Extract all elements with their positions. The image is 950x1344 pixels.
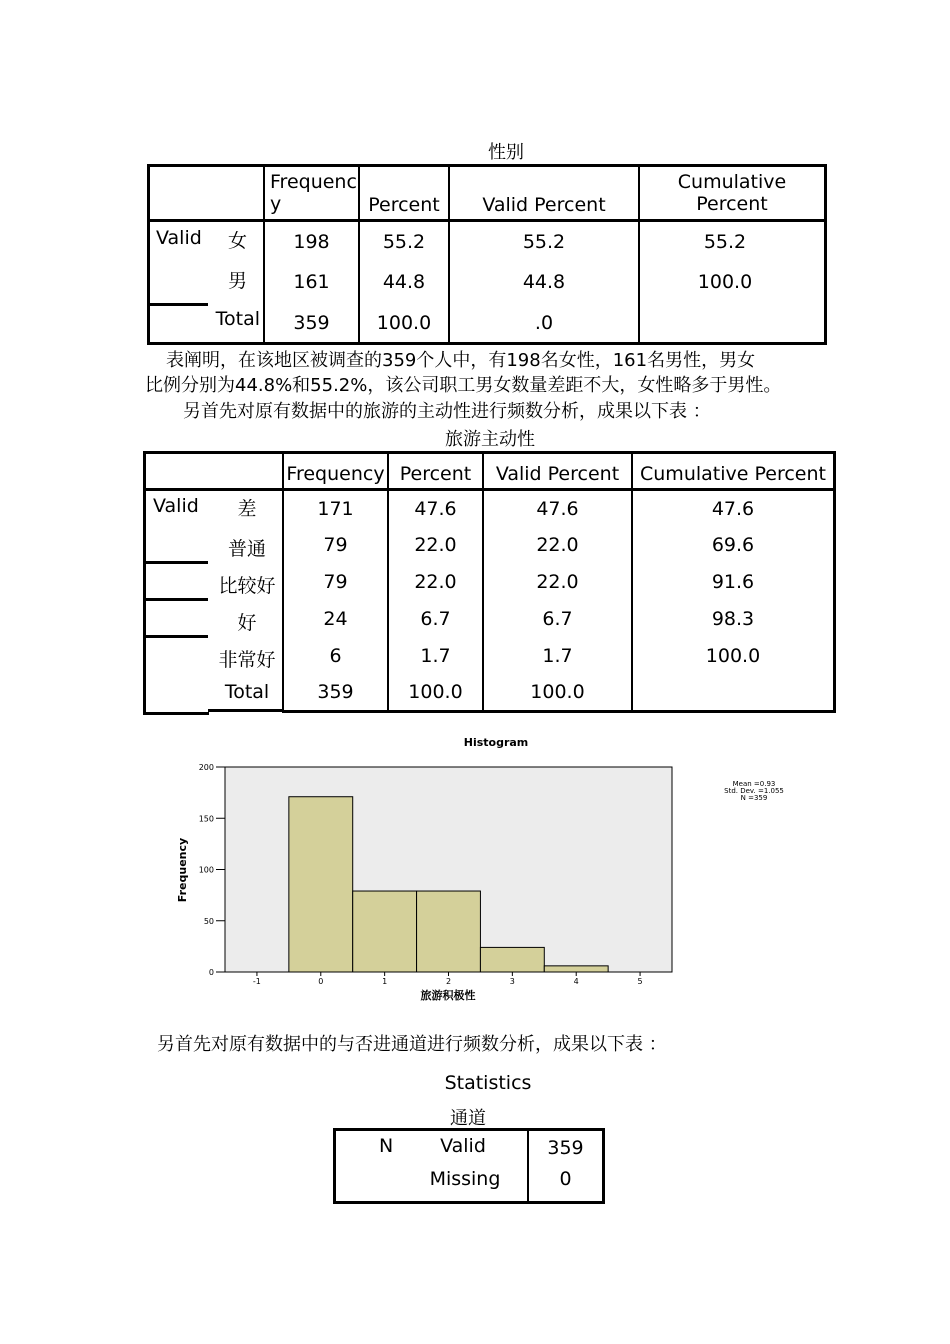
- histogram-bar: [353, 891, 417, 972]
- cell-valid-percent: 22.0: [483, 527, 632, 564]
- cell-percent: 1.7: [388, 638, 483, 675]
- row-label: 普通: [227, 537, 266, 560]
- cell-cumulative: 98.3: [632, 601, 835, 638]
- paragraph-line: 另首先对原有数据中的与否进通道进行频数分析，成果以下表 ：: [157, 1034, 667, 1055]
- cell-percent: 55.2: [359, 220, 449, 261]
- cell-cumulative: 91.6: [632, 564, 835, 601]
- table-row: [145, 564, 835, 601]
- table-row: [145, 490, 835, 527]
- cell-frequency: 6: [283, 638, 388, 675]
- row-label: 比较好: [218, 574, 276, 597]
- table-row: [335, 1130, 604, 1165]
- paragraph-line: 比例分别为44.8%和55.2%，该公司职工男女数量差距不大，女性略多于男性。: [145, 375, 782, 396]
- cell-cumulative: [639, 303, 826, 343]
- x-tick-label: 2: [445, 977, 452, 986]
- chart-title: Histogram: [463, 736, 529, 749]
- y-tick-label: 50: [203, 916, 214, 926]
- cell-frequency: 79: [283, 564, 388, 601]
- x-tick-label: 0: [318, 977, 324, 986]
- gender-frequency-table: [147, 164, 827, 345]
- cell-valid-percent: 1.7: [483, 638, 632, 675]
- cell-frequency: 171: [283, 490, 388, 527]
- cell-valid-percent: 44.8: [449, 262, 639, 303]
- histogram-bar: [289, 797, 353, 972]
- x-tick-label: 1: [382, 977, 388, 986]
- row-divider: [150, 303, 208, 306]
- row-divider: [146, 635, 208, 638]
- header-cumulative-percent: Cumulative Percent: [677, 170, 787, 215]
- statistics-title: Statistics: [444, 1072, 532, 1094]
- cell-frequency: 359: [283, 675, 388, 712]
- paragraph-line: 表阐明，在该地区被调查的359个人中，有198名女性，161名男性，男女: [166, 350, 756, 371]
- cell-cumulative: [632, 675, 835, 712]
- cell-percent: 6.7: [388, 601, 483, 638]
- cell-frequency: 161: [264, 262, 359, 303]
- header-frequency: Frequency: [283, 453, 388, 490]
- table-row: [145, 527, 835, 564]
- cell-percent: 100.0: [359, 303, 449, 343]
- header-cumulative-percent: Cumulative Percent: [632, 453, 835, 490]
- header-valid-percent: Valid Percent: [483, 453, 632, 490]
- cell-frequency: 198: [264, 220, 359, 261]
- cell-cumulative: 55.2: [703, 230, 747, 253]
- cell-value: 0: [559, 1167, 572, 1190]
- valid-label: Valid: [153, 495, 199, 517]
- cell-percent: 100.0: [388, 675, 483, 712]
- cell-valid-percent: .0: [449, 303, 639, 343]
- row-divider: [208, 709, 282, 712]
- valid-label: Valid: [156, 226, 202, 249]
- tourism-initiative-table: [143, 451, 836, 713]
- y-tick-label: 150: [198, 814, 214, 824]
- row-label: 男: [228, 269, 248, 292]
- table-row: [149, 303, 826, 343]
- cell-frequency: 24: [283, 601, 388, 638]
- table2-title: 旅游主动性: [445, 429, 535, 450]
- cell-cumulative: 100.0: [697, 271, 753, 294]
- header-frequency: Frequenc y: [264, 166, 359, 221]
- cell-valid-percent: 100.0: [483, 675, 632, 712]
- row-divider: [143, 712, 209, 715]
- table1-title: 性别: [488, 142, 524, 163]
- histogram-chart: [170, 730, 810, 1010]
- header-valid-percent: Valid Percent: [449, 166, 639, 221]
- row-label: Missing: [429, 1167, 501, 1190]
- cell-percent: 47.6: [388, 490, 483, 527]
- x-tick-label: -1: [252, 977, 261, 986]
- row-divider: [146, 598, 208, 601]
- statistics-subtitle: 通道: [450, 1108, 486, 1129]
- cell-value: 359: [547, 1136, 584, 1159]
- stats-annotation: Mean =0.93: [732, 780, 776, 788]
- cell-valid-percent: 22.0: [483, 564, 632, 601]
- row-label: Valid: [440, 1135, 486, 1157]
- x-tick-label: 4: [573, 977, 579, 986]
- histogram-bar: [417, 891, 481, 972]
- row-label: Total: [224, 680, 270, 703]
- cell-percent: 22.0: [388, 564, 483, 601]
- table-row: [145, 638, 835, 675]
- table-row: [149, 262, 826, 303]
- paragraph-line: 另首先对原有数据中的旅游的主动性进行频数分析，成果以下表 ：: [183, 401, 711, 422]
- cell-valid-percent: 47.6: [483, 490, 632, 527]
- header-percent: Percent: [359, 166, 449, 221]
- x-axis-label: 旅游积极性: [420, 989, 476, 1002]
- y-tick-label: 0: [208, 968, 214, 977]
- row-label: Total: [215, 308, 260, 331]
- stats-annotation: N =359: [740, 794, 768, 802]
- row-label: 差: [237, 498, 257, 520]
- cell-valid-percent: 6.7: [483, 601, 632, 638]
- histogram-bar: [480, 947, 544, 972]
- cell-percent: 22.0: [388, 527, 483, 564]
- stats-annotation: Std. Dev. =1.055: [724, 787, 784, 795]
- table-row: [145, 675, 835, 712]
- x-tick-label: 3: [509, 977, 515, 986]
- cell-valid-percent: 55.2: [449, 220, 639, 261]
- histogram-bar: [544, 966, 608, 972]
- y-tick-label: 100: [198, 865, 214, 875]
- cell-cumulative: 100.0: [632, 638, 835, 675]
- n-label: N: [379, 1135, 394, 1157]
- cell-frequency: 79: [283, 527, 388, 564]
- y-axis-label: Frequency: [176, 837, 189, 903]
- row-label: 好: [237, 611, 257, 634]
- cell-frequency: 359: [264, 303, 359, 343]
- table-row: [149, 220, 826, 261]
- x-tick-label: 5: [637, 977, 643, 986]
- cell-cumulative: 47.6: [632, 490, 835, 527]
- table-row: [145, 601, 835, 638]
- row-label: 非常好: [218, 648, 276, 671]
- statistics-table: [333, 1128, 605, 1204]
- cell-percent: 44.8: [359, 262, 449, 303]
- table-row: [335, 1165, 604, 1203]
- cell-cumulative: 69.6: [632, 527, 835, 564]
- row-divider: [146, 561, 208, 564]
- row-label: 女: [228, 229, 248, 252]
- header-percent: Percent: [388, 453, 483, 490]
- y-tick-label: 200: [198, 763, 214, 772]
